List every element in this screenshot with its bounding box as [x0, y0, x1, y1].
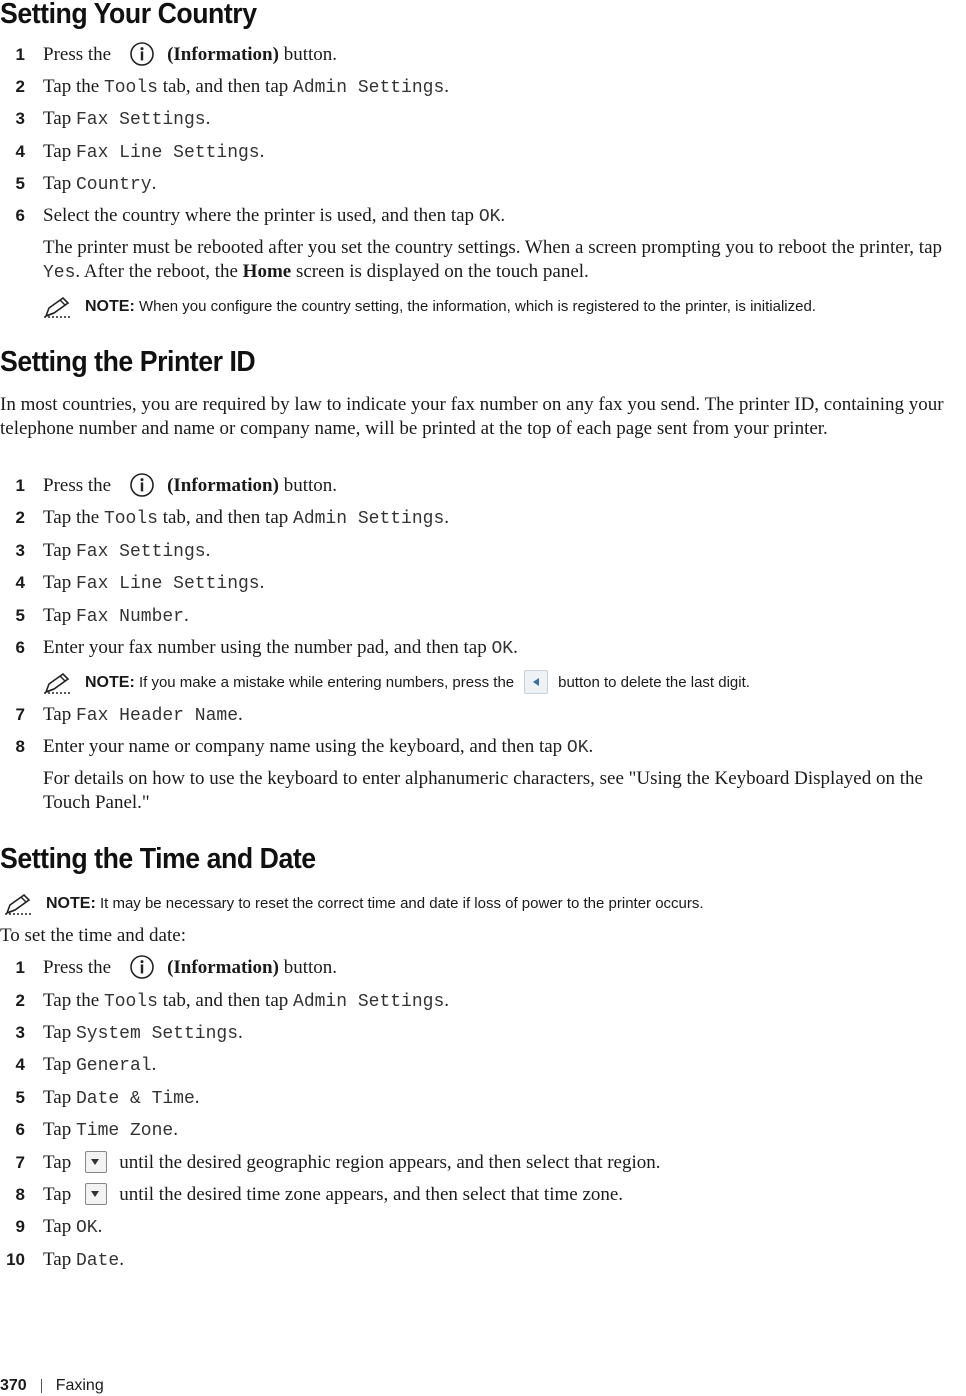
info-icon — [127, 954, 157, 980]
pencil-note-icon — [43, 296, 71, 318]
reboot-paragraph: The printer must be rebooted after you set the country settings. When a screen prompting you to reboot the printer, tap Yes. After the reboot, the Home screen is displayed on the touch panel. — [43, 237, 943, 283]
time-step-3: 3 Tap System Settings. — [15, 1022, 243, 1044]
time-date-intro: To set the time and date: — [0, 925, 186, 946]
printer-id-step-4: 4 Tap Fax Line Settings. — [15, 572, 265, 594]
pencil-note-icon — [43, 672, 71, 694]
printer-id-step-1: 1 Press the (Information) button. — [0, 473, 966, 499]
heading-setting-your-country: Setting Your Country — [0, 0, 257, 30]
time-step-5: 5 Tap Date & Time. — [15, 1087, 200, 1109]
info-icon — [127, 41, 157, 67]
backspace-arrow-icon — [524, 670, 548, 694]
printer-id-step-6: 6 Enter your fax number using the number pad, and then tap OK. — [15, 637, 518, 659]
time-step-2: 2 Tap the Tools tab, and then tap Admin Settings. — [15, 990, 450, 1012]
country-step-6: 6 Select the country where the printer is used, and then tap OK. — [15, 205, 506, 227]
country-step-2: 2 Tap the Tools tab, and then tap Admin Settings. — [15, 76, 450, 98]
country-step-3: 3 Tap Fax Settings. — [15, 108, 211, 130]
printer-id-intro: In most countries, you are required by law to indicate your fax number on any fax you send. The printer ID, containing your telephone number and name or company name, will be printed at the top of each page sent from your printer. — [0, 394, 944, 439]
pencil-note-icon — [4, 893, 32, 915]
country-step-4: 4 Tap Fax Line Settings. — [15, 141, 265, 163]
time-step-10: 10 Tap Date. — [6, 1249, 124, 1271]
time-step-8: 8 Tap until the desired time zone appears, and then select that time zone. — [15, 1184, 624, 1205]
printer-id-step-2: 2 Tap the Tools tab, and then tap Admin Settings. — [15, 507, 450, 529]
time-step-9: 9 Tap OK. — [15, 1216, 103, 1238]
time-step-4: 4 Tap General. — [15, 1054, 157, 1076]
heading-setting-time-date: Setting the Time and Date — [0, 843, 316, 875]
time-step-1: 1 Press the (Information) button. — [0, 955, 966, 981]
time-step-7: 7 Tap until the desired geographic region appears, and then select that region. — [15, 1152, 661, 1173]
printer-id-step-5: 5 Tap Fax Number. — [15, 605, 189, 627]
country-step-1: 1 Press the (Information) button. — [0, 42, 966, 68]
printer-id-step-3: 3 Tap Fax Settings. — [15, 540, 211, 562]
country-step-5: 5 Tap Country. — [15, 173, 157, 195]
dropdown-arrow-icon — [85, 1183, 107, 1205]
document-page: Setting Your Country 1 Press the (Information) button. 2 Tap the Tools tab, and then tap Admin Settings. 3 Tap Fax Settings. 4 Tap Fax Line Settings. 5 Tap Country. 6 Select the country where the printer is used, and then tap OK. The printer must be rebooted after you set the country settings. When a screen prompting you to reboot the printer, tap Yes. After the reboot, the Home screen is displayed on the touch panel. NOTE: When you configure the country setting, the information, which is registered to the printer, is initialized. Setting the Printer ID In most countries, you are required by law to indicate your fax number on any fax you send. The printer ID, containing your telephone number and name or company name, will be printed at the top of each page sent from your printer. 1 Press the (Information) button. 2 Tap the Tools tab, and then tap Admin Settings. 3 Tap Fax Settings. 4 Tap Fax Line Settings. 5 Tap Fax Number. 6 Enter your fax number using the number pad, and then tap OK. NOTE: If you make a mistake while entering numbers, press the button to delete the last digit. 7 Tap Fax Header Name. 8 Enter your name or company name using the keyboard, and then tap OK. For details on how to use the keyboard to enter alphanumeric characters, see "Using the Keyboard Displayed on the Touch Panel." Setting the Time and Date NOTE: It may be necessary to reset the correct time and date if loss of power to the printer occurs. To set the time and date: 1 Press the (Information) button. 2 Tap the Tools tab, and then tap Admin Settings. 3 Tap System Settings. 4 Tap General. 5 Tap Date & Time. 6 Tap Time Zone. 7 Tap until the desired geographic region appears, and then select that region. 8 Tap until the desired time zone appears, and then select that time zone. 9 Tap OK. 10 Tap Date. 370 Faxing — [0, 0, 966, 1396]
page-footer — [0, 1376, 104, 1396]
time-step-6: 6 Tap Time Zone. — [15, 1119, 178, 1141]
heading-setting-printer-id: Setting the Printer ID — [0, 346, 256, 378]
chapter-name: Faxing — [55, 1377, 104, 1394]
printer-id-step-7: 7 Tap Fax Header Name. — [15, 704, 243, 726]
page-number: 370 — [0, 1377, 27, 1394]
dropdown-arrow-icon — [85, 1151, 107, 1173]
keyboard-paragraph: For details on how to use the keyboard to enter alphanumeric characters, see "Using the Keyboard Displayed on the Touch Panel." — [43, 768, 923, 813]
info-icon — [127, 472, 157, 498]
printer-id-step-8: 8 Enter your name or company name using the keyboard, and then tap OK. — [15, 736, 594, 758]
